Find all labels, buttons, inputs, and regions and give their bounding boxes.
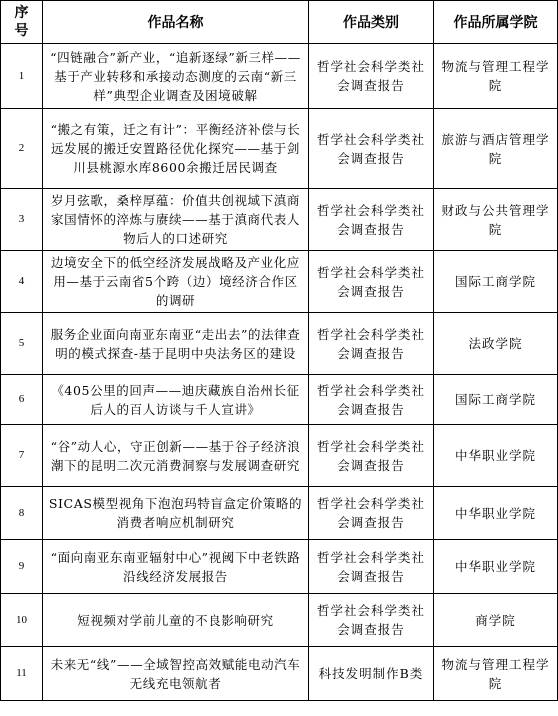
row-no: 8 [1,487,43,540]
row-no: 11 [1,647,43,701]
table-row [1,540,558,594]
table-row [1,313,558,375]
row-school: 国际工商学院 [434,251,558,313]
table-row [1,594,558,647]
table-row [1,44,558,109]
table-row [1,487,558,540]
row-category: 哲学社会科学类社会调查报告 [309,251,434,313]
row-school: 中华职业学院 [434,540,558,594]
row-school: 旅游与酒店管理学院 [434,109,558,189]
row-category: 哲学社会科学类社会调查报告 [309,44,434,109]
row-no: 1 [1,44,43,109]
header-no [1,1,43,44]
row-name: “谷”动人心，守正创新——基于谷子经济浪潮下的昆明二次元消费洞察与发展调查研究 [43,425,309,487]
row-category: 哲学社会科学类社会调查报告 [309,594,434,647]
row-school: 中华职业学院 [434,487,558,540]
row-name: SICAS模型视角下泡泡玛特盲盒定价策略的消费者响应机制研究 [43,487,309,540]
row-no: 6 [1,375,43,425]
row-category: 哲学社会科学类社会调查报告 [309,109,434,189]
table-row [1,109,558,189]
row-name: “搬之有策，迁之有计”：平衡经济补偿与长远发展的搬迁安置路径优化探究——基于剑川县桃源水库8600余搬迁居民调查 [43,109,309,189]
row-name: 岁月弦歌，桑梓厚蕴：价值共创视域下滇商家国情怀的淬炼与赓续——基于滇商代表人物后人的口述研究 [43,189,309,251]
header-category: 作品类别 [309,1,434,44]
row-school: 国际工商学院 [434,375,558,425]
table-row [1,375,558,425]
row-category: 哲学社会科学类社会调查报告 [309,189,434,251]
row-category: 哲学社会科学类社会调查报告 [309,425,434,487]
row-no: 7 [1,425,43,487]
row-school: 物流与管理工程学院 [434,647,558,701]
table-row [1,647,558,701]
row-no: 10 [1,594,43,647]
row-name: 服务企业面向南亚东南亚“走出去”的法律查明的模式探查-基于昆明中央法务区的建设 [43,313,309,375]
header-name: 作品名称 [43,1,309,44]
row-name: “四链融合”新产业，“追新逐绿”新三样——基于产业转移和承接动态测度的云南“新三样”典型企业调查及困境破解 [43,44,309,109]
header-school: 作品所属学院 [434,1,558,44]
row-school: 商学院 [434,594,558,647]
row-name: “面向南亚东南亚辐射中心”视阈下中老铁路沿线经济发展报告 [43,540,309,594]
row-name: 短视频对学前儿童的不良影响研究 [43,594,309,647]
row-no: 4 [1,251,43,313]
row-no: 3 [1,189,43,251]
row-name: 《405公里的回声——迪庆藏族自治州长征后人的百人访谈与千人宣讲》 [43,375,309,425]
row-school: 法政学院 [434,313,558,375]
row-name: 未来无“线”——全域智控高效赋能电动汽车无线充电领航者 [43,647,309,701]
row-no: 2 [1,109,43,189]
row-no: 9 [1,540,43,594]
table-row [1,189,558,251]
row-school: 物流与管理工程学院 [434,44,558,109]
table-row [1,425,558,487]
row-school: 中华职业学院 [434,425,558,487]
row-category: 哲学社会科学类社会调查报告 [309,487,434,540]
row-category: 哲学社会科学类社会调查报告 [309,375,434,425]
row-name: 边境安全下的低空经济发展战略及产业化应用—基于云南省5个跨（边）境经济合作区的调研 [43,251,309,313]
header-row [1,1,558,44]
row-school: 财政与公共管理学院 [434,189,558,251]
header-no-text: 序号 [14,5,29,39]
table-row [1,251,558,313]
row-category: 科技发明制作B类 [309,647,434,701]
row-category: 哲学社会科学类社会调查报告 [309,313,434,375]
row-category: 哲学社会科学类社会调查报告 [309,540,434,594]
row-no: 5 [1,313,43,375]
